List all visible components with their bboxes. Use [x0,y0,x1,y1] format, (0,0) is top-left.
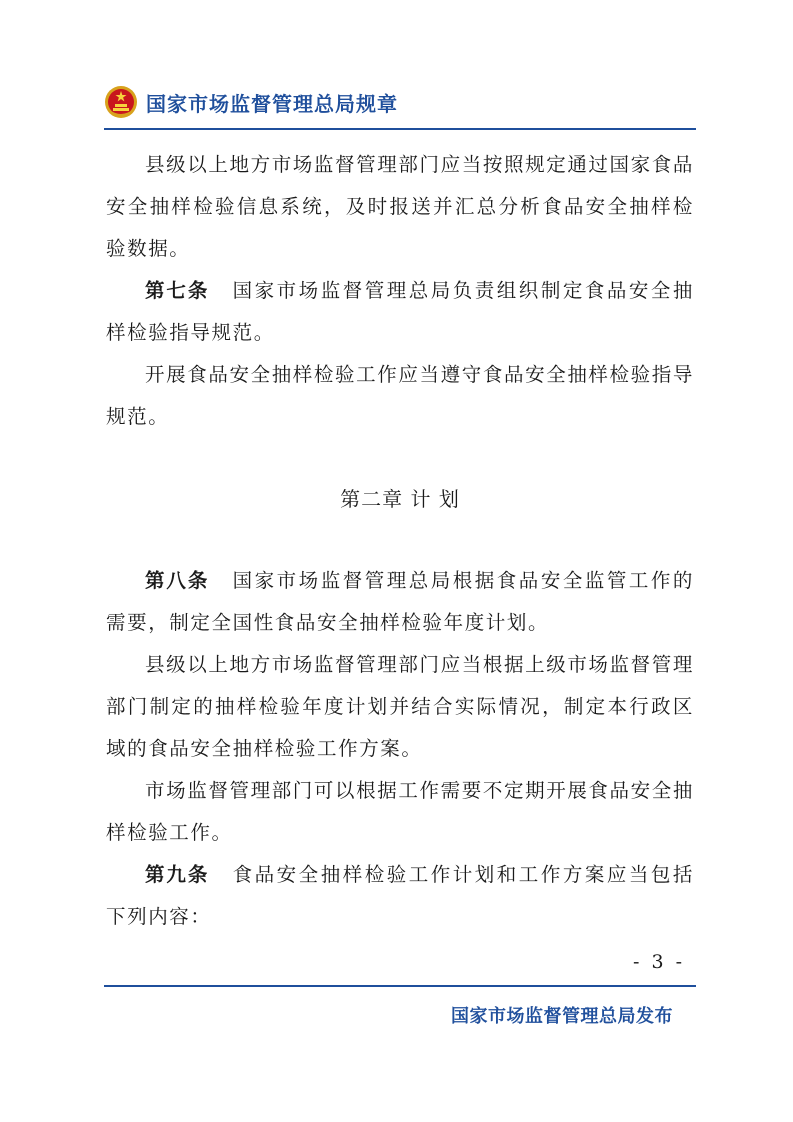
document-body [106,144,694,938]
paragraph: 市场监督管理部门可以根据工作需要不定期开展食品安全抽样检验工作。 [106,779,694,844]
page-number: - 3 - [632,951,685,973]
paragraph: 县级以上地方市场监督管理部门应当根据上级市场监督管理部门制定的抽样检验年度计划并结合实际情况，制定本行政区域的食品安全抽样检验工作方案。 [106,653,694,760]
article-text: 国家市场监督管理总局根据食品安全监管工作的需要，制定全国性食品安全抽样检验年度计划。 [106,569,694,634]
header-divider [104,128,696,130]
article-text: 食品安全抽样检验工作计划和工作方案应当包括下列内容： [106,863,694,928]
footer-publisher: 国家市场监督管理总局发布 [451,1006,673,1027]
page-header [104,82,398,122]
chapter-heading: 第二章 计 划 [340,487,460,511]
article-label: 第七条 [145,279,210,302]
article-text: 国家市场监督管理总局负责组织制定食品安全抽样检验指导规范。 [106,279,694,344]
article-8 [106,560,694,644]
article-7 [106,270,694,354]
article-label: 第九条 [145,863,210,886]
footer-divider [104,985,696,987]
article-9 [106,854,694,938]
paragraph: 县级以上地方市场监督管理部门应当按照规定通过国家食品安全抽样检验信息系统，及时报送并汇总分析食品安全抽样检验数据。 [106,153,694,260]
header-title: 国家市场监督管理总局规章 [146,91,398,116]
paragraph: 开展食品安全抽样检验工作应当遵守食品安全抽样检验指导规范。 [106,363,694,428]
national-emblem-icon [104,85,138,119]
article-label: 第八条 [145,569,210,592]
